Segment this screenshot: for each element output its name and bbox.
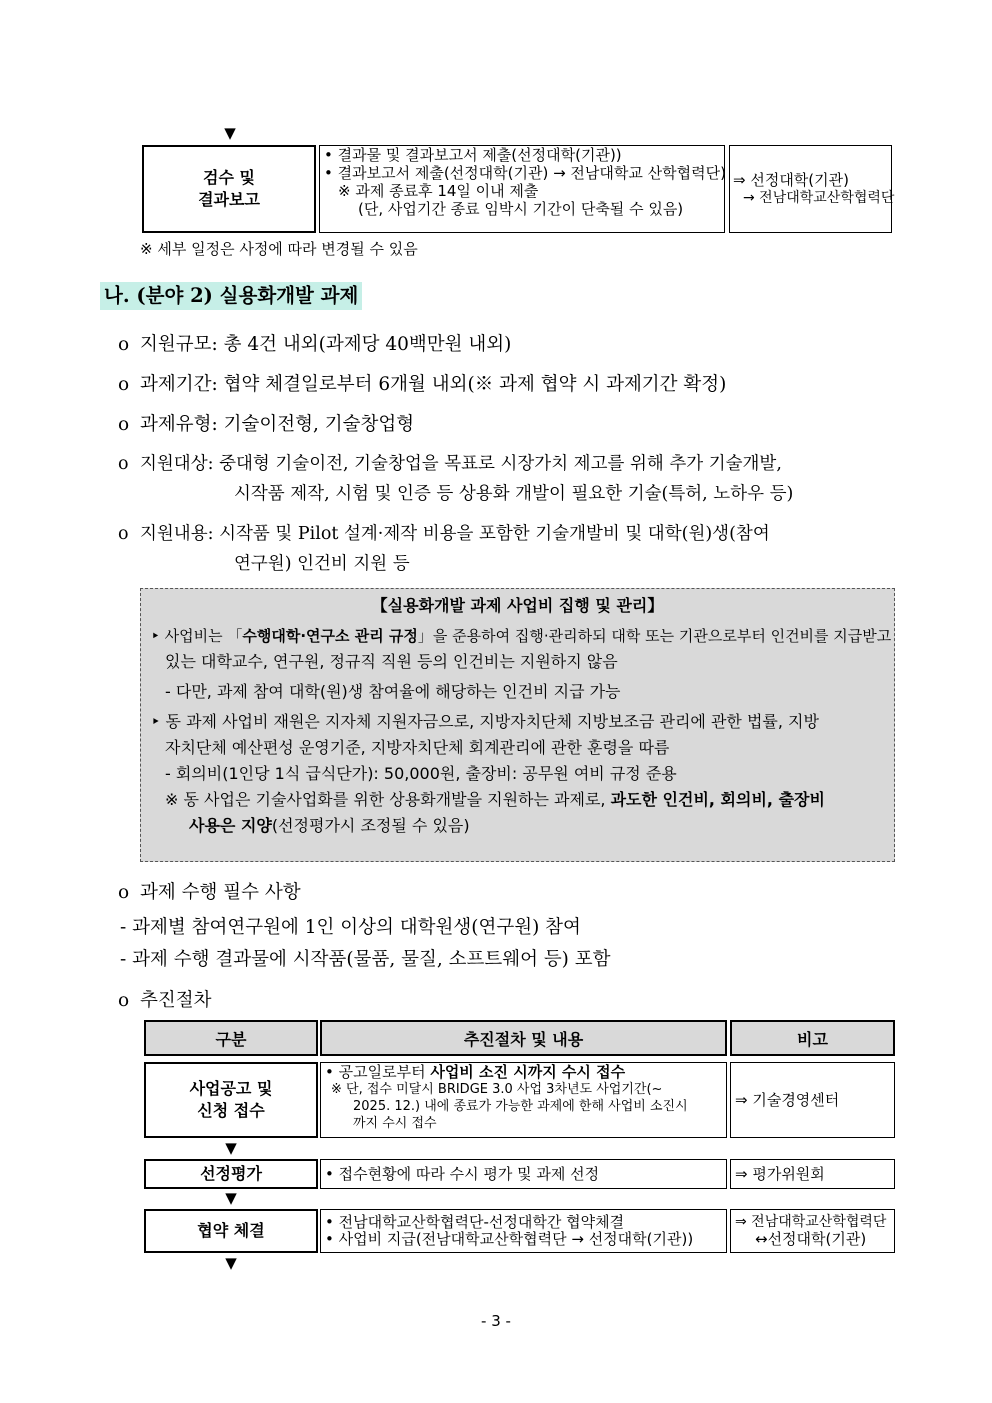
- bullet: o: [118, 414, 130, 435]
- item-label: 과제유형:: [140, 414, 218, 435]
- notebox-title: 【실용화개발 과제 사업비 집행 및 관리】: [371, 596, 664, 615]
- content-line: [325, 1064, 722, 1081]
- procedure-heading: [118, 986, 211, 1012]
- requirements-heading: [118, 878, 301, 904]
- bold-text: 사용은 지양: [189, 816, 272, 835]
- page-number: - 3 -: [481, 1312, 511, 1330]
- text: ‣ 사업비는 「: [151, 627, 243, 645]
- down-arrow-icon: ▼: [225, 1189, 237, 1207]
- bullet: o: [118, 882, 130, 903]
- step-inspection-report: [142, 145, 316, 233]
- content-line: ※ 단, 접수 미달시 BRIDGE 3.0 사업 3차년도 사업기간(~: [331, 1082, 663, 1097]
- content-line: • 사업비 지급(전남대학교산학협력단 → 선정대학(기관)): [325, 1230, 694, 1248]
- step-label: 사업공고 및: [189, 1079, 273, 1098]
- down-arrow-icon: ▼: [225, 1254, 237, 1272]
- bullet: o: [118, 524, 129, 544]
- note-line: ⇒ 선정대학(기관): [733, 171, 849, 189]
- note-line: → 전남대학교산학협력단: [743, 190, 895, 206]
- list-item: [118, 370, 726, 396]
- note-line: ⇒ 전남대학교산학협력단: [735, 1214, 887, 1230]
- table-header: 구분: [144, 1020, 318, 1056]
- bold-text: 사업비 소진 시까지 수시 접수: [430, 1063, 626, 1081]
- notebox-subline: - 다만, 과제 참여 대학(원)생 참여율에 해당하는 인건비 지급 가능: [165, 682, 621, 701]
- requirement-item: - 과제별 참여연구원에 1인 이상의 대학원생(연구원) 참여: [120, 917, 581, 938]
- list-item: [118, 410, 414, 436]
- down-arrow-icon: ▼: [224, 124, 236, 142]
- notebox-paragraph: [141, 787, 894, 813]
- list-item: [118, 520, 770, 545]
- list-item: [118, 330, 511, 356]
- note-line: ↔선정대학(기관): [755, 1230, 867, 1248]
- bullet: o: [118, 990, 130, 1011]
- content-line: • 결과보고서 제출(선정대학(기관) → 전남대학교 산학협력단): [324, 164, 726, 182]
- table-header: 추진절차 및 내용: [320, 1020, 727, 1056]
- step-content: [320, 1062, 727, 1138]
- notebox-paragraph: [141, 623, 894, 649]
- step-content: [320, 1209, 727, 1253]
- item-label: 지원내용:: [140, 524, 214, 544]
- bullet: o: [118, 334, 130, 355]
- step-note: [730, 1209, 895, 1253]
- step-note: [729, 145, 895, 233]
- text: • 공고일로부터: [325, 1063, 431, 1081]
- table-header: 비고: [730, 1020, 895, 1056]
- procedure-title: 추진절차: [140, 990, 212, 1011]
- notebox-line: ‣ 동 과제 사업비 재원은 지자체 지원자금으로, 지방자치단체 지방보조금 관리에 관한 법률, 지방: [151, 712, 819, 731]
- bold-text: 수행대학·연구소 관리 규정: [242, 627, 418, 645]
- step-note: ⇒ 기술경영센터: [730, 1062, 895, 1138]
- item-text: 협약 체결일로부터 6개월 내외(※ 과제 협약 시 과제기간 확정): [223, 374, 727, 395]
- content-line: • 전남대학교산학협력단-선정대학간 협약체결: [325, 1213, 625, 1231]
- item-label: 지원규모:: [140, 334, 218, 355]
- budget-notebox: [140, 588, 895, 862]
- bullet: o: [118, 374, 130, 395]
- list-item-continuation: 연구원) 인건비 지원 등: [234, 554, 410, 574]
- notebox-subline: - 회의비(1인당 1식 급식단가): 50,000원, 출장비: 공무원 여비 규정 준용: [165, 764, 677, 783]
- step-note: ⇒ 평가위원회: [730, 1159, 895, 1189]
- step-label: 검수 및: [203, 168, 255, 187]
- step-application: [144, 1062, 318, 1138]
- item-text: 시작품 및 Pilot 설계·제작 비용을 포함한 기술개발비 및 대학(원)생(참여: [219, 524, 770, 544]
- notebox-paragraph: [141, 813, 894, 839]
- requirement-item: - 과제 수행 결과물에 시작품(물품, 물질, 소프트웨어 등) 포함: [120, 949, 611, 970]
- step-evaluation: 선정평가: [144, 1159, 318, 1189]
- list-item-continuation: 시작품 제작, 시험 및 인증 등 상용화 개발이 필요한 기술(특허, 노하우 등): [234, 484, 794, 504]
- item-text: 기술이전형, 기술창업형: [223, 414, 415, 435]
- section-title: 나. (분야 2) 실용화개발 과제: [100, 282, 362, 310]
- text: (선정평가시 조정될 수 있음): [271, 816, 470, 835]
- item-text: 중대형 기술이전, 기술창업을 목표로 시장가치 제고를 위해 추가 기술개발,: [219, 454, 782, 474]
- text: ※ 동 사업은 기술사업화를 위한 상용화개발을 지원하는 과제로,: [165, 790, 611, 809]
- step-content: [319, 145, 725, 233]
- bold-text: 과도한 인건비, 회의비, 출장비: [610, 790, 825, 809]
- down-arrow-icon: ▼: [225, 1139, 237, 1157]
- step-agreement: 협약 체결: [144, 1209, 318, 1253]
- content-line: 2025. 12.) 내에 종료가 가능한 과제에 한해 사업비 소진시: [353, 1099, 688, 1114]
- content-line: ※ 과제 종료후 14일 이내 제출: [338, 182, 539, 200]
- content-line: (단, 사업기간 종료 임박시 기간이 단축될 수 있음): [358, 200, 684, 218]
- item-text: 총 4건 내외(과제당 40백만원 내외): [223, 334, 512, 355]
- schedule-note: ※ 세부 일정은 사정에 따라 변경될 수 있음: [140, 240, 418, 258]
- item-label: 과제기간:: [140, 374, 218, 395]
- notebox-line: 자치단체 예산편성 운영기준, 지방자치단체 회계관리에 관한 훈령을 따름: [165, 738, 670, 757]
- item-label: 지원대상:: [140, 454, 214, 474]
- step-label: 신청 접수: [197, 1101, 265, 1120]
- step-content: • 접수현황에 따라 수시 평가 및 과제 선정: [320, 1159, 727, 1189]
- content-line: 까지 수시 접수: [353, 1116, 437, 1131]
- bullet: o: [118, 454, 129, 474]
- requirements-title: 과제 수행 필수 사항: [140, 882, 301, 903]
- list-item: [118, 450, 782, 475]
- step-label: 결과보고: [198, 190, 260, 209]
- text: 」을 준용하여 집행·관리하되 대학 또는 기관으로부터 인건비를 지급받고: [417, 627, 892, 645]
- notebox-line: 있는 대학교수, 연구원, 정규직 직원 등의 인건비는 지원하지 않음: [165, 652, 618, 671]
- content-line: • 결과물 및 결과보고서 제출(선정대학(기관)): [324, 146, 622, 164]
